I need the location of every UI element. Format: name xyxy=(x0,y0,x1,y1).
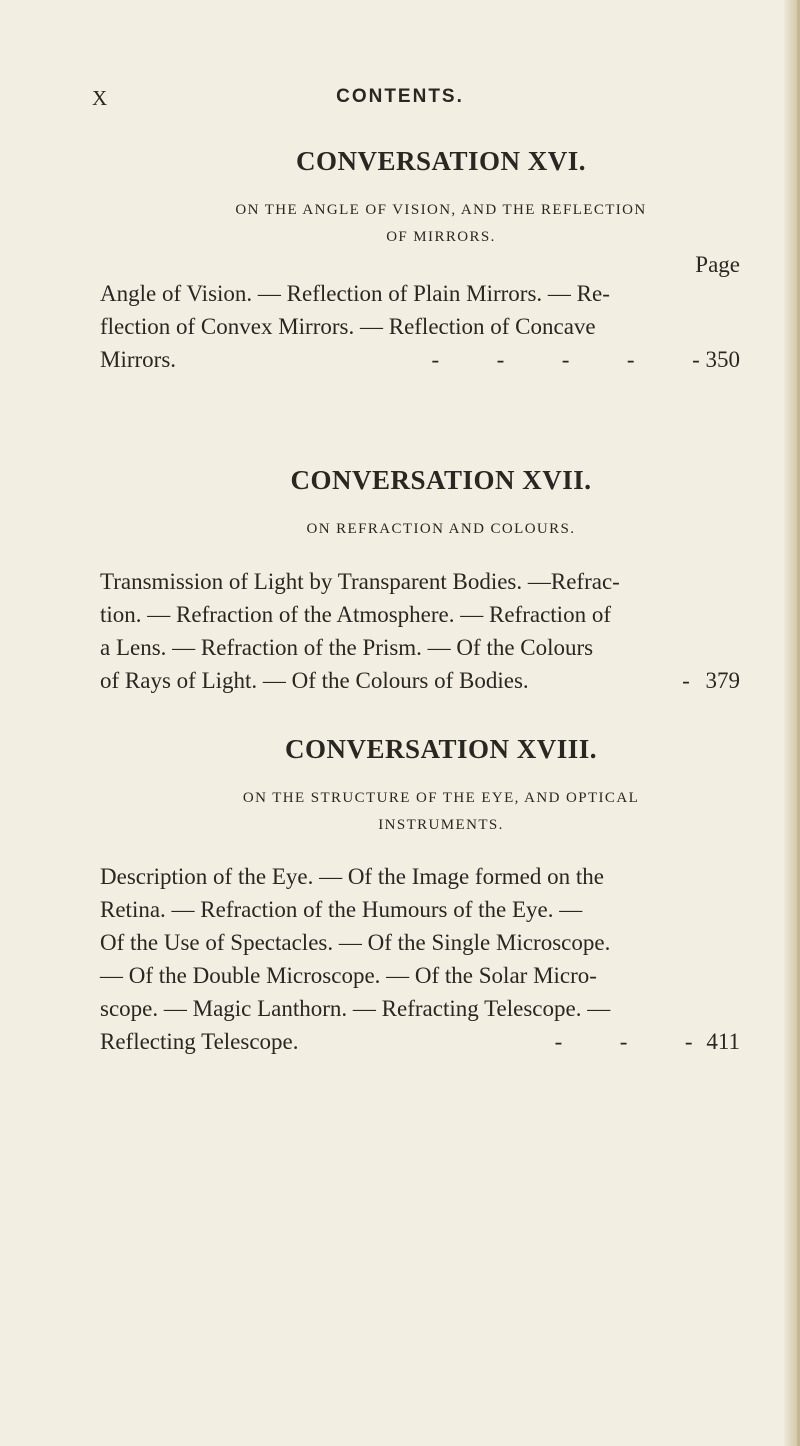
contents-section-17 xyxy=(100,464,740,697)
section-heading: CONVERSATION XVIII. xyxy=(284,734,598,764)
entry-line-final xyxy=(100,1025,740,1058)
subtitle-line: INSTRUMENTS. xyxy=(378,816,504,833)
entry-line-text: of Rays of Light. — Of the Colours of Bodies. xyxy=(100,667,529,693)
page-number: 411 xyxy=(706,1028,740,1054)
entry-line-final xyxy=(100,664,740,697)
section-subtitle xyxy=(100,197,740,250)
running-head xyxy=(0,82,800,112)
entry-line: Of the Use of Spectacles. — Of the Single Microscope. xyxy=(100,929,611,955)
section-heading: CONVERSATION XVI. xyxy=(295,146,587,176)
subtitle-line: ON THE ANGLE OF VISION, AND THE REFLECTION xyxy=(235,202,647,219)
entry-line: Retina. — Refraction of the Humours of the Eye. — xyxy=(100,896,583,922)
entry-line: Angle of Vision. — Reflection of Plain Mirrors. — Re- xyxy=(100,281,610,307)
page-reference xyxy=(431,343,740,376)
dot-leader: - - - xyxy=(554,1028,693,1054)
subtitle-line: OF MIRRORS. xyxy=(386,228,496,245)
entry-line-text: Mirrors. xyxy=(100,347,177,373)
entry-line: Transmission of Light by Transparent Bodies. —Refrac- xyxy=(100,568,620,594)
entry-line-final xyxy=(100,343,740,376)
section-entry xyxy=(100,277,740,376)
page-reference xyxy=(682,664,740,697)
dot-leader: - xyxy=(682,667,690,693)
page-number: 350 xyxy=(705,347,740,373)
section-subtitle xyxy=(100,785,740,838)
dot-leader: - - - - - xyxy=(431,347,700,373)
entry-line: Description of the Eye. — Of the Image formed on the xyxy=(100,863,604,889)
page-numeral: X xyxy=(92,86,109,110)
entry-line: scope. — Magic Lanthorn. — Refracting Telescope. — xyxy=(100,995,611,1021)
entry-line: a Lens. — Refraction of the Prism. — Of the Colours xyxy=(100,634,594,660)
running-title: CONTENTS. xyxy=(336,86,464,107)
section-heading: CONVERSATION XVII. xyxy=(290,465,592,495)
entry-line-text: Reflecting Telescope. xyxy=(100,1028,299,1054)
page-column-label: Page xyxy=(695,251,740,277)
contents-section-16 xyxy=(100,145,740,376)
contents-section-18 xyxy=(100,733,740,1058)
section-subtitle xyxy=(100,516,740,542)
subtitle-line: ON REFRACTION AND COLOURS. xyxy=(306,521,576,538)
section-entry xyxy=(100,565,740,697)
page-reference xyxy=(555,1025,740,1058)
page-number: 379 xyxy=(705,667,740,693)
subtitle-line: ON THE STRUCTURE OF THE EYE, AND OPTICAL xyxy=(242,790,640,807)
entry-line: flection of Convex Mirrors. — Reflection of Concave xyxy=(100,314,596,340)
entry-line: — Of the Double Microscope. — Of the Solar Micro- xyxy=(100,962,597,988)
entry-line: tion. — Refraction of the Atmosphere. — Refraction of xyxy=(100,601,611,627)
section-entry xyxy=(100,860,740,1058)
